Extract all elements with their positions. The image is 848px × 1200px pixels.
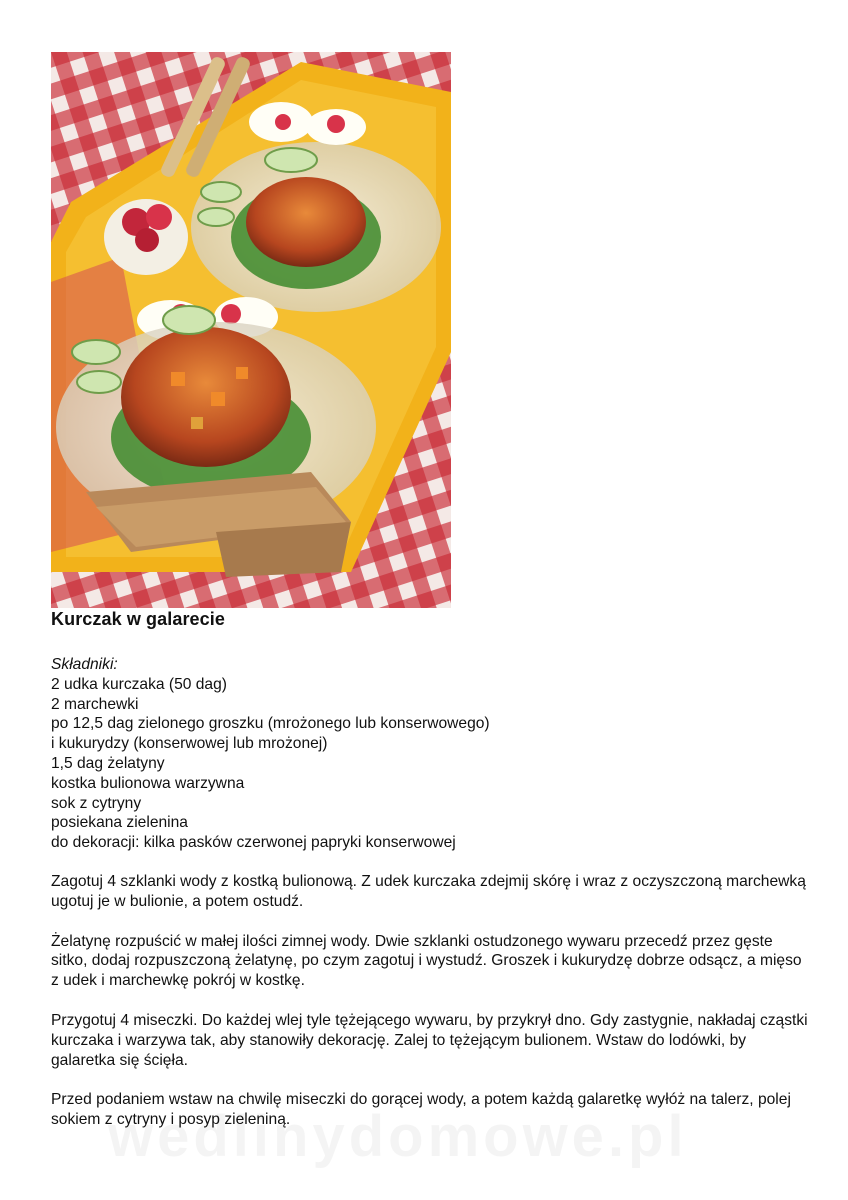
ingredient-item: sok z cytryny	[51, 794, 142, 812]
step-paragraph: Przed podaniem wstaw na chwilę miseczki do gorącej wody, a potem każdą galaretkę wyłóż na talerz, polej sokiem z cytryny i posyp zieleniną.	[51, 1091, 791, 1129]
step-paragraph: Żelatynę rozpuścić w małej ilości zimnej wody. Dwie szklanki ostudzonego wywaru przecedź przez gęste sitko, dodaj rozpuszczoną żelatynę, po czym zagotuj i wystudź. Groszek i kukurydzę dobrze odsącz, a mięso z udek i marchewkę pokrój w kostkę.	[51, 932, 802, 990]
ingredient-item: do dekoracji: kilka pasków czerwonej papryki konserwowej	[51, 834, 456, 852]
ingredient-item: kostka bulionowa warzywna	[51, 774, 245, 792]
recipe-photo	[51, 52, 451, 608]
ingredient-item: 2 udka kurczaka (50 dag)	[51, 675, 227, 693]
ingredients-section	[51, 655, 490, 853]
step-paragraph: Przygotuj 4 miseczki. Do każdej wlej tyle tężejącego wywaru, by przykrył dno. Gdy zastygnie, nakładaj cząstki kurczaka i warzywa tak, aby stanowiły dekorację. Zalej to tężejącym bulionem. Wstaw do lodówki, by galaretka się ścięła.	[51, 1011, 808, 1069]
cucumber-slice	[163, 306, 215, 334]
ingredient-item: 1,5 dag żelatyny	[51, 754, 165, 772]
recipe-title: Kurczak w galarecie	[51, 609, 225, 629]
ingredient-item: posiekana zielenina	[51, 814, 188, 832]
ingredients-label: Składniki:	[51, 656, 118, 673]
preparation-steps	[51, 872, 811, 1150]
ingredients-list	[51, 675, 490, 853]
step-paragraph: Zagotuj 4 szklanki wody z kostką bulionową. Z udek kurczaka zdejmij skórę i wraz z oczyszczoną marchewką ugotuj je w bulionie, a potem ostudź.	[51, 873, 806, 910]
ingredient-item: i kukurydzy (konserwowej lub mrożonej)	[51, 735, 328, 753]
aspic-back	[246, 177, 366, 267]
ingredient-item: 2 marchewki	[51, 695, 139, 713]
aspic-photo-illustration	[51, 52, 451, 608]
ingredient-item: po 12,5 dag zielonego groszku (mrożonego lub konserwowego)	[51, 715, 490, 733]
aspic-front	[121, 327, 291, 467]
